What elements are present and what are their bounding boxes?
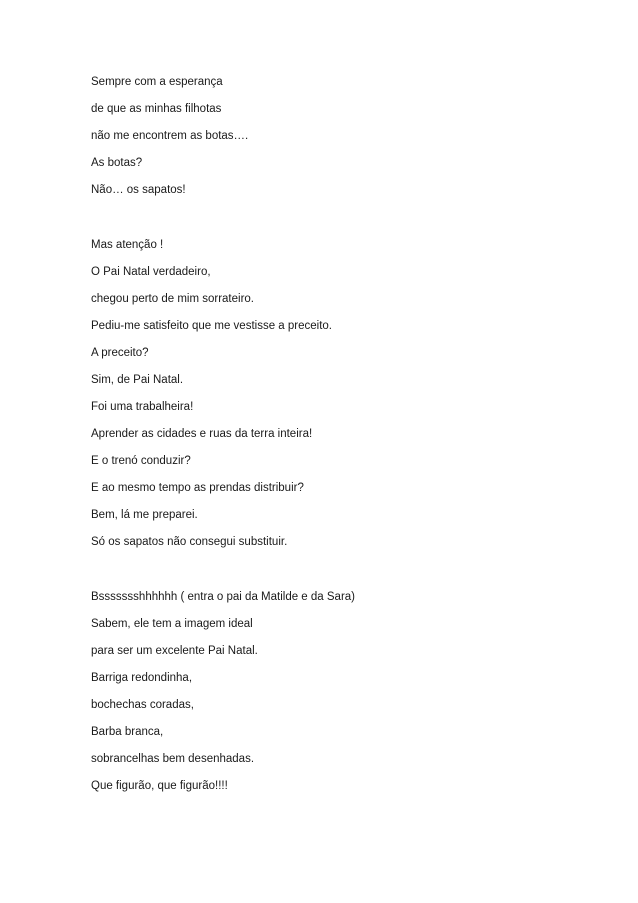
- poem-line: sobrancelhas bem desenhadas.: [91, 753, 255, 765]
- poem-line: Sempre com a esperança: [91, 76, 223, 88]
- poem-line: bochechas coradas,: [91, 699, 194, 711]
- poem-line: Sim, de Pai Natal.: [91, 374, 184, 386]
- poem-line: Bssssssshhhhhh ( entra o pai da Matilde e da Sara): [91, 591, 356, 603]
- poem-line: A preceito?: [91, 347, 149, 359]
- poem-line: Não… os sapatos!: [91, 184, 186, 196]
- poem-line: E ao mesmo tempo as prendas distribuir?: [91, 482, 304, 494]
- poem-line: de que as minhas filhotas: [91, 103, 222, 115]
- poem-line: Aprender as cidades e ruas da terra inteira!: [91, 428, 313, 440]
- poem-line: O Pai Natal verdadeiro,: [91, 266, 211, 278]
- poem-line: Sabem, ele tem a imagem ideal: [91, 618, 253, 630]
- poem-line: Só os sapatos não consegui substituir.: [91, 536, 288, 548]
- poem-line: Foi uma trabalheira!: [91, 401, 194, 413]
- poem-line: chegou perto de mim sorrateiro.: [91, 293, 254, 305]
- poem-line: para ser um excelente Pai Natal.: [91, 645, 258, 657]
- poem-line: Barba branca,: [91, 726, 164, 738]
- poem-line: Pediu-me satisfeito que me vestisse a preceito.: [91, 320, 332, 332]
- poem-line: Bem, lá me preparei.: [91, 509, 198, 521]
- poem-line: não me encontrem as botas….: [91, 130, 249, 142]
- poem-line: Barriga redondinha,: [91, 672, 193, 684]
- poem-line: Mas atenção !: [91, 239, 164, 251]
- poem-line: Que figurão, que figurão!!!!: [91, 780, 228, 792]
- poem-line: E o trenó conduzir?: [91, 455, 191, 467]
- poem-line: As botas?: [91, 157, 143, 169]
